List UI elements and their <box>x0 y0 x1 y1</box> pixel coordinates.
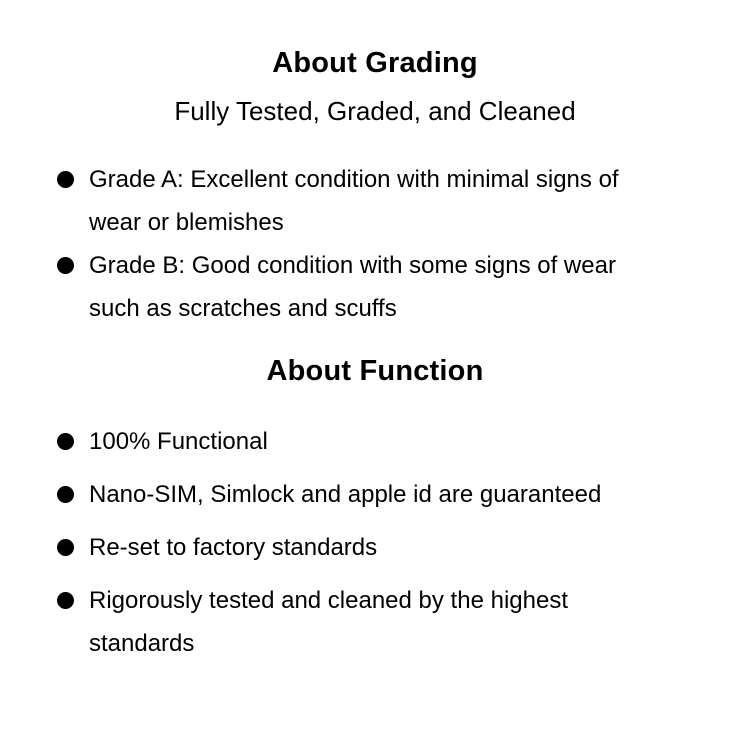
list-item-text: 100% Functional <box>89 428 268 455</box>
bullet-icon <box>57 433 74 450</box>
list-item <box>57 579 750 665</box>
list-item <box>57 526 750 569</box>
list-item-text: Rigorously tested and cleaned by the highest standards <box>89 587 568 657</box>
list-item <box>57 473 750 516</box>
list-item-text: Grade A: Excellent condition with minimal signs of wear or blemishes <box>89 166 619 236</box>
list-item-text: Nano-SIM, Simlock and apple id are guaranteed <box>89 481 602 508</box>
grading-section-subtitle: Fully Tested, Graded, and Cleaned <box>174 96 576 126</box>
function-section-title: About Function <box>266 355 484 387</box>
list-item-text: Re-set to factory standards <box>89 534 378 561</box>
bullet-icon <box>57 257 74 274</box>
list-item-text: Grade B: Good condition with some signs of wear such as scratches and scuffs <box>89 252 616 322</box>
grading-list <box>0 158 750 330</box>
function-list <box>0 420 750 665</box>
bullet-icon <box>57 171 74 188</box>
list-item <box>57 244 750 330</box>
bullet-icon <box>57 592 74 609</box>
list-item <box>57 158 750 244</box>
list-item <box>57 420 750 463</box>
grading-section-title: About Grading <box>272 47 478 79</box>
bullet-icon <box>57 539 74 556</box>
bullet-icon <box>57 486 74 503</box>
